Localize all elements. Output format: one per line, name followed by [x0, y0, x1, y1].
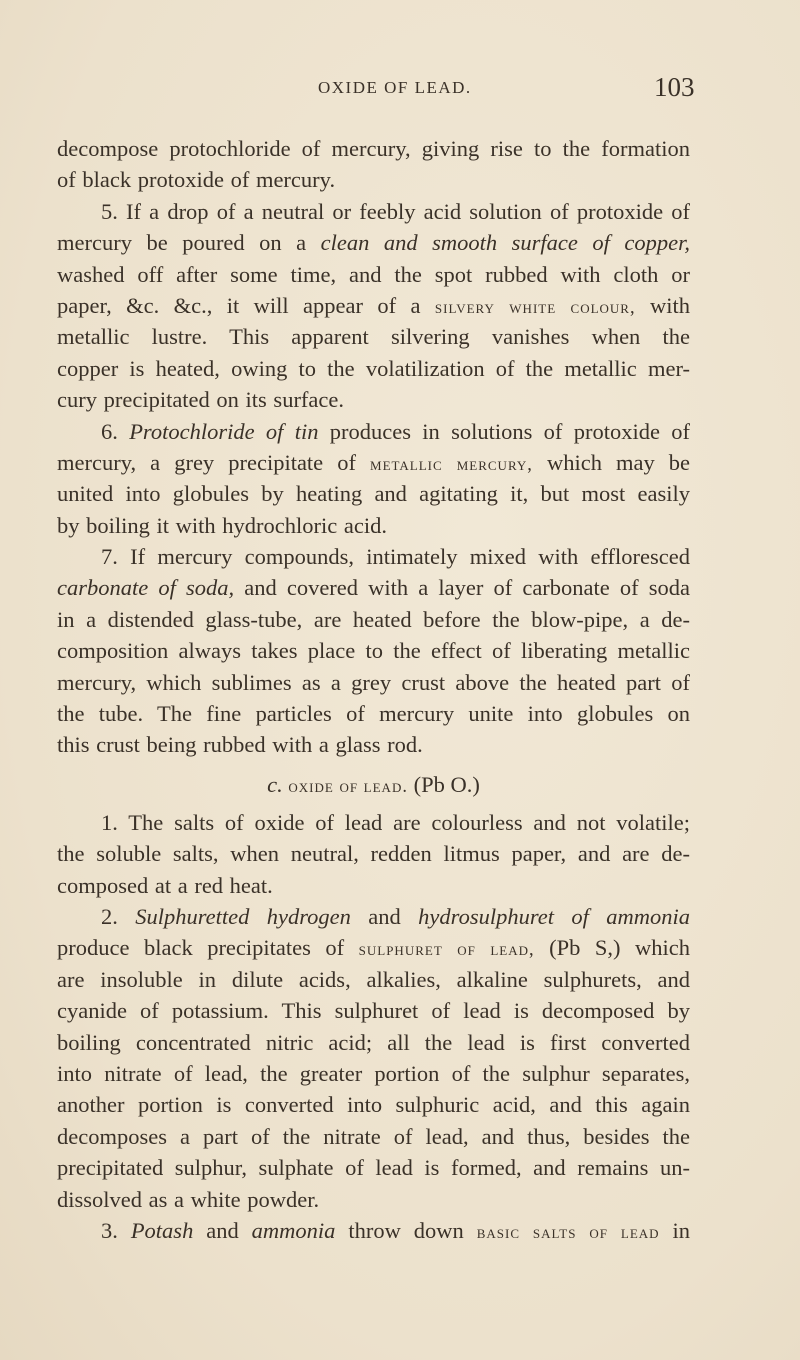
text-segment: 2. [101, 903, 136, 929]
text-segment: into nitrate of lead, the greater portion of the sulphur separates, [57, 1060, 690, 1086]
text-segment: metallic lustre. This apparent silvering vanishes when the [57, 324, 690, 350]
text-segment: cury precipitated on its surface. [57, 387, 345, 413]
text-segment: throw down [335, 1217, 477, 1243]
text-segment: boiling concentrated nitric acid; all the lead is first converted [57, 1029, 690, 1055]
text-line [57, 384, 690, 415]
text-segment: dissolved as a white powder. [57, 1186, 320, 1212]
text-segment: paper, &c. &c., it will appear of a [57, 292, 435, 318]
text-segment: this crust being rubbed with a glass rod. [57, 732, 423, 758]
italic-text: Sulphuretted hydrogen [135, 903, 351, 929]
text-segment: precipitated sulphur, sulphate of lead is formed, and remains un- [57, 1155, 690, 1181]
text-line [57, 259, 690, 290]
italic-text: Protochloride of tin [129, 418, 319, 444]
text-line [57, 321, 690, 352]
text-line [57, 1058, 690, 1089]
text-line [57, 1152, 690, 1183]
text-block-lead [57, 807, 690, 1246]
text-line [57, 196, 690, 227]
text-line [57, 1027, 690, 1058]
text-segment: produces in solutions of protoxide of [318, 418, 690, 444]
text-segment: composed at a red heat. [57, 872, 273, 898]
section-letter: c. [267, 771, 283, 797]
italic-text: clean and smooth surface of copper, [320, 230, 690, 256]
text-segment: composition always takes place to the effect of liberating metallic [57, 638, 690, 664]
text-line [57, 227, 690, 258]
text-segment: cyanide of potassium. This sulphuret of lead is decomposed by [57, 998, 690, 1024]
running-head [0, 72, 800, 104]
text-segment: with [635, 292, 690, 318]
text-segment: 5. If a drop of a neutral or feebly acid solution of protoxide of [101, 198, 690, 224]
text-segment: mercury, a grey precipitate of [57, 449, 371, 475]
italic-text: ammonia [251, 1217, 336, 1243]
text-segment: produce black precipitates of [57, 935, 359, 961]
text-line [57, 478, 690, 509]
section-heading [57, 761, 690, 807]
text-line [57, 698, 690, 729]
text-line [57, 572, 690, 603]
italic-text: carbonate of soda, [57, 575, 235, 601]
text-line [57, 416, 690, 447]
text-segment: and [350, 903, 419, 929]
text-line [57, 964, 690, 995]
text-line [57, 901, 690, 932]
text-block-mercury [57, 133, 690, 761]
text-segment: of black protoxide of mercury. [57, 167, 336, 193]
text-line [57, 353, 690, 384]
text-segment: decompose protochloride of mercury, giving rise to the formation [57, 136, 690, 161]
page-body [57, 133, 690, 1246]
text-segment: decomposes a part of the nitrate of lead, and thus, besides the [57, 1123, 690, 1149]
text-segment: (Pb S,) which [534, 935, 690, 961]
section-title: oxide of lead. [288, 775, 408, 796]
text-segment: mercury, which sublimes as a grey crust above the heated part of [57, 669, 690, 695]
text-segment: another portion is converted into sulphuric acid, and this again [57, 1092, 690, 1118]
italic-text: hydrosulphuret of ammonia [418, 903, 690, 929]
text-line [57, 164, 690, 195]
text-segment: in [659, 1217, 690, 1243]
text-line [57, 807, 690, 838]
text-line [57, 290, 690, 321]
text-line [57, 510, 690, 541]
italic-text: Potash [130, 1217, 194, 1243]
text-line [57, 133, 690, 164]
text-segment: by boiling it with hydrochloric acid. [57, 512, 387, 538]
text-line [57, 870, 690, 901]
text-line [57, 1089, 690, 1120]
text-line [57, 932, 690, 963]
small-caps-text: metallic mercury, [370, 453, 533, 474]
text-line [57, 729, 690, 760]
text-segment: 6. [101, 418, 130, 444]
text-segment: are insoluble in dilute acids, alkalies, alkaline sulphurets, and [57, 966, 690, 992]
text-line [57, 1184, 690, 1215]
small-caps-text: sulphuret of lead, [358, 939, 535, 960]
text-segment: washed off after some time, and the spot rubbed with cloth or [57, 261, 690, 287]
text-line [57, 667, 690, 698]
running-head-title: OXIDE OF LEAD. [318, 78, 472, 97]
text-segment: 1. The salts of oxide of lead are colourless and not volatile; [101, 809, 690, 835]
text-line [57, 604, 690, 635]
text-segment: united into globules by heating and agitating it, but most easily [57, 481, 690, 507]
text-segment: in a distended glass-tube, are heated before the blow-pipe, a de- [57, 606, 690, 632]
text-segment: and [193, 1217, 252, 1243]
text-segment: 7. If mercury compounds, intimately mixed with effloresced [101, 544, 690, 570]
text-segment: 3. [101, 1217, 131, 1243]
small-caps-text: basic salts of lead [476, 1221, 660, 1242]
small-caps-text: silvery white colour, [434, 296, 636, 317]
text-line [57, 1121, 690, 1152]
text-segment: the tube. The fine particles of mercury unite into globules on [57, 701, 690, 727]
text-segment: and covered with a layer of carbonate of soda [234, 575, 690, 601]
text-line [57, 995, 690, 1026]
text-line [57, 447, 690, 478]
text-line [57, 635, 690, 666]
text-segment: the soluble salts, when neutral, redden litmus paper, and are de- [57, 841, 690, 867]
text-line [57, 1215, 690, 1246]
text-segment: which may be [532, 449, 691, 475]
section-formula: (Pb O.) [413, 771, 480, 797]
text-segment: mercury be poured on a [57, 230, 321, 256]
page-number: 103 [654, 72, 695, 102]
text-line [57, 541, 690, 572]
text-line [57, 838, 690, 869]
text-segment: copper is heated, owing to the volatilization of the metallic mer- [57, 355, 690, 381]
